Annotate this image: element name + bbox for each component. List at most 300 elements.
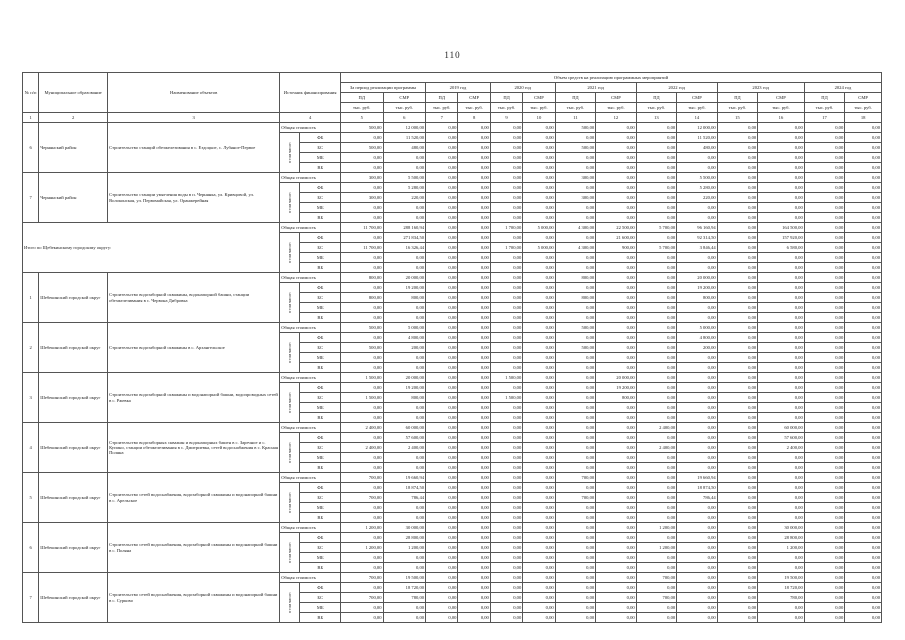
value-cell: 1 200,00	[383, 543, 426, 553]
value-cell: 0,00	[555, 393, 596, 403]
value-cell: 0,00	[555, 353, 596, 363]
value-cell: 0,00	[426, 473, 458, 483]
value-cell: 0,00	[383, 453, 426, 463]
value-cell: 0,00	[523, 403, 555, 413]
value-cell: 0,00	[523, 193, 555, 203]
value-cell: 0,00	[383, 563, 426, 573]
source-label: ВБ	[300, 413, 341, 423]
value-cell: 0,00	[758, 283, 805, 293]
value-cell: 0,00	[758, 173, 805, 183]
value-cell: 1 200,00	[636, 523, 677, 533]
header-unit: тыс. руб.	[383, 103, 426, 113]
value-cell: 0,00	[490, 133, 522, 143]
table-row	[23, 273, 882, 283]
value-cell: 300,00	[340, 193, 383, 203]
value-cell: 500,00	[555, 123, 596, 133]
table-row	[23, 223, 882, 233]
value-cell: 0,00	[458, 343, 490, 353]
value-cell: 20 000,00	[677, 273, 718, 283]
including-label: в том числе:	[280, 483, 300, 523]
including-label: в том числе:	[280, 133, 300, 173]
value-cell: 0,00	[677, 203, 718, 213]
value-cell: 0,00	[383, 463, 426, 473]
value-cell: 0,00	[490, 143, 522, 153]
value-cell: 0,00	[555, 503, 596, 513]
total-cost-label: Общая стоимость	[280, 323, 341, 333]
value-cell: 0,00	[490, 163, 522, 173]
municipality-name: Шебекинский городской округ	[39, 423, 108, 473]
value-cell: 0,00	[758, 213, 805, 223]
value-cell: 0,00	[804, 343, 845, 353]
value-cell: 0,00	[458, 233, 490, 243]
value-cell: 0,00	[804, 593, 845, 603]
value-cell: 0,00	[845, 333, 882, 343]
source-label: ВБ	[300, 313, 341, 323]
table-row	[23, 373, 882, 383]
value-cell: 0,00	[845, 493, 882, 503]
value-cell: 0,00	[804, 183, 845, 193]
value-cell: 0,00	[490, 183, 522, 193]
value-cell: 0,00	[340, 533, 383, 543]
value-cell: 0,00	[596, 463, 637, 473]
value-cell: 0,00	[758, 463, 805, 473]
value-cell: 0,00	[845, 193, 882, 203]
header-column-number: 14	[677, 113, 718, 123]
value-cell: 0,00	[340, 263, 383, 273]
value-cell: 0,00	[758, 373, 805, 383]
header-unit: тыс. руб.	[555, 103, 596, 113]
source-label: ВБ	[300, 163, 341, 173]
value-cell: 0,00	[677, 533, 718, 543]
value-cell: 0,00	[758, 553, 805, 563]
value-cell: 0,00	[458, 383, 490, 393]
header-column-number: 8	[458, 113, 490, 123]
value-cell: 0,00	[636, 603, 677, 613]
value-cell: 0,00	[523, 323, 555, 333]
value-cell: 0,00	[758, 163, 805, 173]
value-cell: 0,00	[845, 143, 882, 153]
value-cell: 0,00	[426, 483, 458, 493]
value-cell: 0,00	[636, 143, 677, 153]
value-cell: 0,00	[717, 553, 758, 563]
value-cell: 0,00	[758, 403, 805, 413]
value-cell: 0,00	[490, 513, 522, 523]
value-cell: 0,00	[523, 573, 555, 583]
value-cell: 0,00	[596, 613, 637, 623]
value-cell: 0,00	[555, 403, 596, 413]
value-cell: 500,00	[555, 343, 596, 353]
value-cell: 0,00	[523, 513, 555, 523]
value-cell: 0,00	[636, 563, 677, 573]
value-cell: 0,00	[758, 343, 805, 353]
value-cell: 0,00	[340, 353, 383, 363]
value-cell: 0,00	[804, 513, 845, 523]
value-cell: 0,00	[458, 443, 490, 453]
value-cell: 0,00	[845, 503, 882, 513]
header-unit: тыс. руб.	[677, 103, 718, 113]
value-cell: 0,00	[758, 203, 805, 213]
value-cell: 0,00	[490, 383, 522, 393]
value-cell: 0,00	[717, 253, 758, 263]
value-cell: 0,00	[804, 453, 845, 463]
including-label: в том числе:	[280, 533, 300, 573]
value-cell: 0,00	[845, 613, 882, 623]
value-cell: 0,00	[717, 563, 758, 573]
value-cell: 0,00	[845, 483, 882, 493]
value-cell: 18 720,00	[758, 583, 805, 593]
value-cell: 0,00	[804, 403, 845, 413]
value-cell: 0,00	[596, 163, 637, 173]
value-cell: 0,00	[340, 383, 383, 393]
value-cell: 0,00	[555, 603, 596, 613]
value-cell: 0,00	[758, 513, 805, 523]
value-cell: 0,00	[458, 263, 490, 273]
value-cell: 0,00	[490, 263, 522, 273]
value-cell: 0,00	[636, 473, 677, 483]
value-cell: 0,00	[596, 123, 637, 133]
value-cell: 0,00	[555, 453, 596, 463]
value-cell: 11 700,00	[340, 223, 383, 233]
value-cell: 0,00	[636, 403, 677, 413]
value-cell: 0,00	[596, 193, 637, 203]
value-cell: 0,00	[717, 153, 758, 163]
value-cell: 0,00	[804, 203, 845, 213]
value-cell: 0,00	[804, 523, 845, 533]
value-cell: 0,00	[804, 163, 845, 173]
source-label: МБ	[300, 503, 341, 513]
value-cell: 0,00	[677, 153, 718, 163]
value-cell: 0,00	[845, 273, 882, 283]
source-label: МБ	[300, 403, 341, 413]
value-cell: 0,00	[845, 173, 882, 183]
value-cell: 0,00	[596, 293, 637, 303]
row-number: 6	[23, 123, 39, 173]
value-cell: 800,00	[555, 273, 596, 283]
value-cell: 0,00	[490, 253, 522, 263]
value-cell: 0,00	[758, 303, 805, 313]
value-cell: 0,00	[596, 173, 637, 183]
value-cell: 0,00	[717, 423, 758, 433]
value-cell: 0,00	[340, 553, 383, 563]
source-label: ВБ	[300, 213, 341, 223]
value-cell: 0,00	[804, 563, 845, 573]
value-cell: 0,00	[458, 293, 490, 303]
value-cell: 0,00	[596, 533, 637, 543]
value-cell: 0,00	[845, 353, 882, 363]
value-cell: 1 500,00	[490, 373, 522, 383]
value-cell: 0,00	[804, 493, 845, 503]
header-pd: ПД	[804, 93, 845, 103]
value-cell: 700,00	[636, 573, 677, 583]
object-name: Строительство водозаборных скважин и водонапорных башен в с. Заречное и с. Купино, станции обезжелезивания в с. Дмитриевка, сетей водоснабжения в с. Красная Поляна	[108, 423, 280, 473]
value-cell: 0,00	[804, 443, 845, 453]
header-smr: СМР	[596, 93, 637, 103]
value-cell: 0,00	[636, 283, 677, 293]
value-cell: 0,00	[596, 263, 637, 273]
value-cell: 0,00	[383, 603, 426, 613]
value-cell: 0,00	[845, 573, 882, 583]
value-cell: 0,00	[458, 593, 490, 603]
value-cell: 0,00	[383, 613, 426, 623]
value-cell: 0,00	[458, 603, 490, 613]
value-cell: 0,00	[758, 413, 805, 423]
value-cell: 157 920,00	[758, 233, 805, 243]
value-cell: 0,00	[458, 153, 490, 163]
value-cell: 0,00	[523, 503, 555, 513]
value-cell: 0,00	[523, 453, 555, 463]
value-cell: 5 280,00	[677, 183, 718, 193]
header-column-number: 5	[340, 113, 383, 123]
value-cell: 0,00	[426, 513, 458, 523]
value-cell: 0,00	[523, 473, 555, 483]
value-cell: 0,00	[555, 163, 596, 173]
value-cell: 0,00	[717, 313, 758, 323]
value-cell: 0,00	[383, 403, 426, 413]
value-cell: 0,00	[458, 123, 490, 133]
value-cell: 0,00	[758, 293, 805, 303]
header-pd: ПД	[636, 93, 677, 103]
value-cell: 220,00	[383, 193, 426, 203]
value-cell: 0,00	[523, 463, 555, 473]
value-cell: 0,00	[490, 323, 522, 333]
value-cell: 0,00	[717, 363, 758, 373]
value-cell: 0,00	[596, 413, 637, 423]
source-label: ФБ	[300, 183, 341, 193]
value-cell: 0,00	[426, 523, 458, 533]
header-year: 2024 год	[804, 83, 881, 93]
value-cell: 0,00	[758, 183, 805, 193]
object-name: Строительство водозаборной скважины в с. Архангельское	[108, 323, 280, 373]
value-cell: 0,00	[523, 433, 555, 443]
row-number: 5	[23, 473, 39, 523]
value-cell: 0,00	[804, 173, 845, 183]
value-cell: 2 400,00	[383, 443, 426, 453]
value-cell: 0,00	[426, 253, 458, 263]
value-cell: 0,00	[677, 593, 718, 603]
value-cell: 0,00	[717, 233, 758, 243]
object-name: Строительство сетей водоснабжения, водозаборной скважины и водонапорной башни в с. Арельское	[108, 473, 280, 523]
value-cell: 0,00	[845, 163, 882, 173]
value-cell: 800,00	[383, 293, 426, 303]
value-cell: 0,00	[426, 593, 458, 603]
row-number: 7	[23, 573, 39, 623]
row-number: 1	[23, 273, 39, 323]
value-cell: 0,00	[717, 503, 758, 513]
source-label: БС	[300, 593, 341, 603]
value-cell: 0,00	[555, 613, 596, 623]
value-cell: 0,00	[636, 193, 677, 203]
header-year: 2022 год	[636, 83, 717, 93]
value-cell: 700,00	[340, 593, 383, 603]
value-cell: 0,00	[717, 413, 758, 423]
value-cell: 0,00	[383, 153, 426, 163]
source-label: БС	[300, 493, 341, 503]
value-cell: 0,00	[340, 303, 383, 313]
source-label: МБ	[300, 353, 341, 363]
value-cell: 0,00	[845, 293, 882, 303]
value-cell: 0,00	[717, 493, 758, 503]
value-cell: 0,00	[490, 313, 522, 323]
value-cell: 800,00	[555, 293, 596, 303]
value-cell: 0,00	[758, 193, 805, 203]
value-cell: 700,00	[340, 473, 383, 483]
value-cell: 0,00	[804, 303, 845, 313]
value-cell: 0,00	[490, 153, 522, 163]
value-cell: 0,00	[636, 373, 677, 383]
value-cell: 20 000,00	[383, 373, 426, 383]
header-smr: СМР	[677, 93, 718, 103]
value-cell: 0,00	[426, 463, 458, 473]
value-cell: 0,00	[458, 323, 490, 333]
value-cell: 0,00	[383, 513, 426, 523]
value-cell: 0,00	[717, 283, 758, 293]
value-cell: 0,00	[758, 133, 805, 143]
value-cell: 0,00	[490, 413, 522, 423]
value-cell: 0,00	[596, 433, 637, 443]
total-cost-label: Общая стоимость	[280, 573, 341, 583]
source-label: МБ	[300, 253, 341, 263]
value-cell: 0,00	[426, 193, 458, 203]
value-cell: 0,00	[523, 173, 555, 183]
value-cell: 200,00	[383, 343, 426, 353]
value-cell: 0,00	[804, 143, 845, 153]
header-pd: ПД	[717, 93, 758, 103]
value-cell: 0,00	[758, 333, 805, 343]
value-cell: 0,00	[804, 423, 845, 433]
value-cell: 0,00	[490, 503, 522, 513]
value-cell: 0,00	[426, 143, 458, 153]
value-cell: 700,00	[555, 493, 596, 503]
value-cell: 0,00	[804, 393, 845, 403]
value-cell: 0,00	[458, 283, 490, 293]
header-column-number: 3	[108, 113, 280, 123]
value-cell: 20 000,00	[596, 373, 637, 383]
source-label: МБ	[300, 553, 341, 563]
value-cell: 96 160,94	[677, 223, 718, 233]
value-cell: 0,00	[804, 473, 845, 483]
value-cell: 0,00	[758, 153, 805, 163]
value-cell: 0,00	[636, 343, 677, 353]
value-cell: 0,00	[758, 263, 805, 273]
value-cell: 0,00	[426, 283, 458, 293]
value-cell: 0,00	[758, 383, 805, 393]
value-cell: 0,00	[717, 273, 758, 283]
value-cell: 0,00	[523, 273, 555, 283]
value-cell: 0,00	[636, 383, 677, 393]
value-cell: 0,00	[596, 603, 637, 613]
value-cell: 0,00	[555, 413, 596, 423]
value-cell: 0,00	[523, 553, 555, 563]
value-cell: 0,00	[523, 483, 555, 493]
value-cell: 0,00	[804, 333, 845, 343]
value-cell: 0,00	[523, 203, 555, 213]
value-cell: 0,00	[523, 233, 555, 243]
value-cell: 0,00	[636, 483, 677, 493]
source-label: МБ	[300, 203, 341, 213]
value-cell: 0,00	[340, 183, 383, 193]
value-cell: 0,00	[340, 153, 383, 163]
value-cell: 500,00	[555, 323, 596, 333]
value-cell: 0,00	[636, 413, 677, 423]
value-cell: 4 300,00	[555, 223, 596, 233]
value-cell: 0,00	[845, 253, 882, 263]
value-cell: 19 660,94	[677, 473, 718, 483]
value-cell: 0,00	[490, 453, 522, 463]
value-cell: 0,00	[717, 513, 758, 523]
source-label: ФБ	[300, 483, 341, 493]
value-cell: 0,00	[426, 373, 458, 383]
value-cell: 0,00	[458, 203, 490, 213]
value-cell: 0,00	[490, 203, 522, 213]
value-cell: 220,00	[677, 193, 718, 203]
source-label: ВБ	[300, 263, 341, 273]
value-cell: 0,00	[340, 363, 383, 373]
object-name: Строительство сетей водоснабжения, водозаборной скважины и водонапорной башни в с. Сурково	[108, 573, 280, 623]
source-label: БС	[300, 393, 341, 403]
budget-table	[22, 72, 882, 623]
value-cell: 0,00	[804, 413, 845, 423]
value-cell: 0,00	[717, 393, 758, 403]
source-label: ФБ	[300, 583, 341, 593]
value-cell: 0,00	[458, 243, 490, 253]
source-label: ФБ	[300, 333, 341, 343]
total-cost-label: Общая стоимость	[280, 123, 341, 133]
value-cell: 0,00	[596, 503, 637, 513]
value-cell: 0,00	[845, 133, 882, 143]
value-cell: 0,00	[636, 233, 677, 243]
value-cell: 0,00	[340, 463, 383, 473]
value-cell: 0,00	[555, 593, 596, 603]
value-cell: 2 400,00	[340, 443, 383, 453]
object-name: Строительство станции умягчения воды в п. Чернянка, ул. Кривцовой, ул. Волоконская, ул. Первомайская, ул. Оранжерейная	[108, 173, 280, 223]
source-label: МБ	[300, 453, 341, 463]
source-label: БС	[300, 343, 341, 353]
value-cell: 0,00	[636, 293, 677, 303]
value-cell: 11 700,00	[340, 243, 383, 253]
value-cell: 0,00	[677, 403, 718, 413]
source-label: БС	[300, 243, 341, 253]
value-cell: 0,00	[490, 543, 522, 553]
header-smr: СМР	[383, 93, 426, 103]
table-body	[23, 123, 882, 623]
value-cell: 0,00	[490, 343, 522, 353]
value-cell: 0,00	[426, 453, 458, 463]
value-cell: 0,00	[845, 473, 882, 483]
value-cell: 0,00	[555, 443, 596, 453]
value-cell: 60 000,00	[758, 423, 805, 433]
source-label: ВБ	[300, 513, 341, 523]
value-cell: 6 580,00	[758, 243, 805, 253]
value-cell: 0,00	[490, 533, 522, 543]
value-cell: 0,00	[426, 223, 458, 233]
value-cell: 786,44	[677, 493, 718, 503]
value-cell: 0,00	[758, 313, 805, 323]
value-cell: 1 700,00	[490, 223, 522, 233]
value-cell: 0,00	[490, 473, 522, 483]
object-name: Строительство сетей водоснабжения, водозаборной скважины и водонапорной башни в с. Поляна	[108, 523, 280, 573]
value-cell: 0,00	[490, 583, 522, 593]
value-cell: 0,00	[596, 143, 637, 153]
value-cell: 3 846,44	[677, 243, 718, 253]
value-cell: 500,00	[555, 143, 596, 153]
header-column-number: 17	[804, 113, 845, 123]
municipality-name: Шебекинский городской округ	[39, 573, 108, 623]
value-cell: 1 700,00	[490, 243, 522, 253]
including-label: в том числе:	[280, 183, 300, 223]
value-cell: 0,00	[490, 443, 522, 453]
value-cell: 0,00	[490, 123, 522, 133]
value-cell: 0,00	[555, 533, 596, 543]
